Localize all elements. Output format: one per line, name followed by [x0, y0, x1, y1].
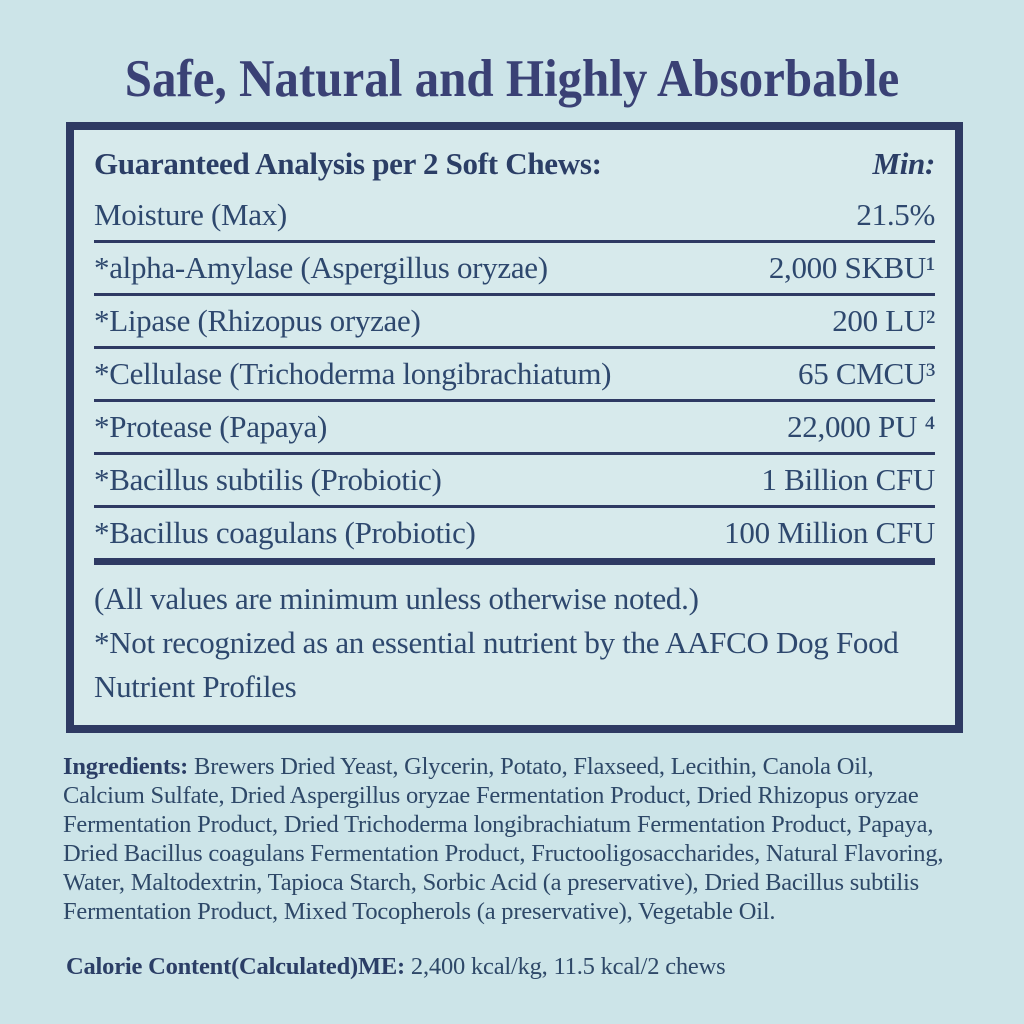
nutrient-name: *alpha-Amylase (Aspergillus oryzae)	[94, 250, 548, 285]
nutrient-name: *Bacillus coagulans (Probiotic)	[94, 515, 476, 550]
analysis-header-label: Guaranteed Analysis per 2 Soft Chews:	[94, 146, 602, 181]
ingredients-label: Ingredients:	[63, 753, 189, 780]
table-row-moisture	[94, 190, 935, 243]
nutrient-value: 21.5%	[856, 197, 935, 232]
guaranteed-analysis-panel	[66, 122, 963, 733]
headline: Safe, Natural and Highly Absorbable	[124, 48, 900, 109]
ingredients-paragraph	[63, 752, 960, 926]
nutrient-name: Moisture (Max)	[94, 197, 287, 232]
nutrient-name: *Protease (Papaya)	[94, 409, 328, 444]
analysis-footnotes	[94, 565, 935, 709]
nutrient-name: *Cellulase (Trichoderma longibrachiatum)	[94, 356, 612, 391]
table-row-cellulase	[94, 349, 935, 402]
nutrient-value: 65 CMCU³	[798, 356, 935, 391]
nutrient-value: 200 LU²	[832, 303, 935, 338]
footnote-minimum-values: (All values are minimum unless otherwise noted.)	[94, 581, 699, 616]
table-row-bacillus-subtilis	[94, 455, 935, 508]
table-row-bacillus-coagulans	[94, 508, 935, 565]
nutrient-value: 2,000 SKBU¹	[768, 250, 935, 285]
calorie-content-value: 2,400 kcal/kg, 11.5 kcal/2 chews	[410, 953, 726, 980]
analysis-min-label: Min:	[872, 146, 935, 181]
analysis-header-row	[94, 138, 935, 190]
nutrient-value: 100 Million CFU	[724, 515, 935, 550]
table-row-protease	[94, 402, 935, 455]
nutrient-name: *Bacillus subtilis (Probiotic)	[94, 462, 442, 497]
nutrient-value: 1 Billion CFU	[761, 462, 935, 497]
calorie-content-line	[66, 952, 963, 981]
nutrient-name: *Lipase (Rhizopus oryzae)	[94, 303, 421, 338]
calorie-content-label: Calorie Content(Calculated)ME:	[66, 953, 405, 980]
ingredients-list: Brewers Dried Yeast, Glycerin, Potato, Flaxseed, Lecithin, Canola Oil, Calcium Sulfate, Dried Aspergillus oryzae Fermentation Product, Dried Rhizopus oryzae Fermentation Product, Dried Trichoderma longibrachiatum Fermentation Product, Papaya, Dried Bacillus coagulans Fermentation Product, Fructooligosaccharides, Natural Flavoring, Water, Maltodextrin, Tapioca Starch, Sorbic Acid (a preservative), Dried Bacillus subtilis Fermentation Product, Mixed Tocopherols (a preservative), Vegetable Oil.	[63, 753, 944, 925]
footnote-aafco: *Not recognized as an essential nutrient by the AAFCO Dog Food Nutrient Profiles	[94, 625, 899, 704]
nutrient-value: 22,000 PU ⁴	[787, 409, 935, 444]
table-row-lipase	[94, 296, 935, 349]
table-row-alpha-amylase	[94, 243, 935, 296]
